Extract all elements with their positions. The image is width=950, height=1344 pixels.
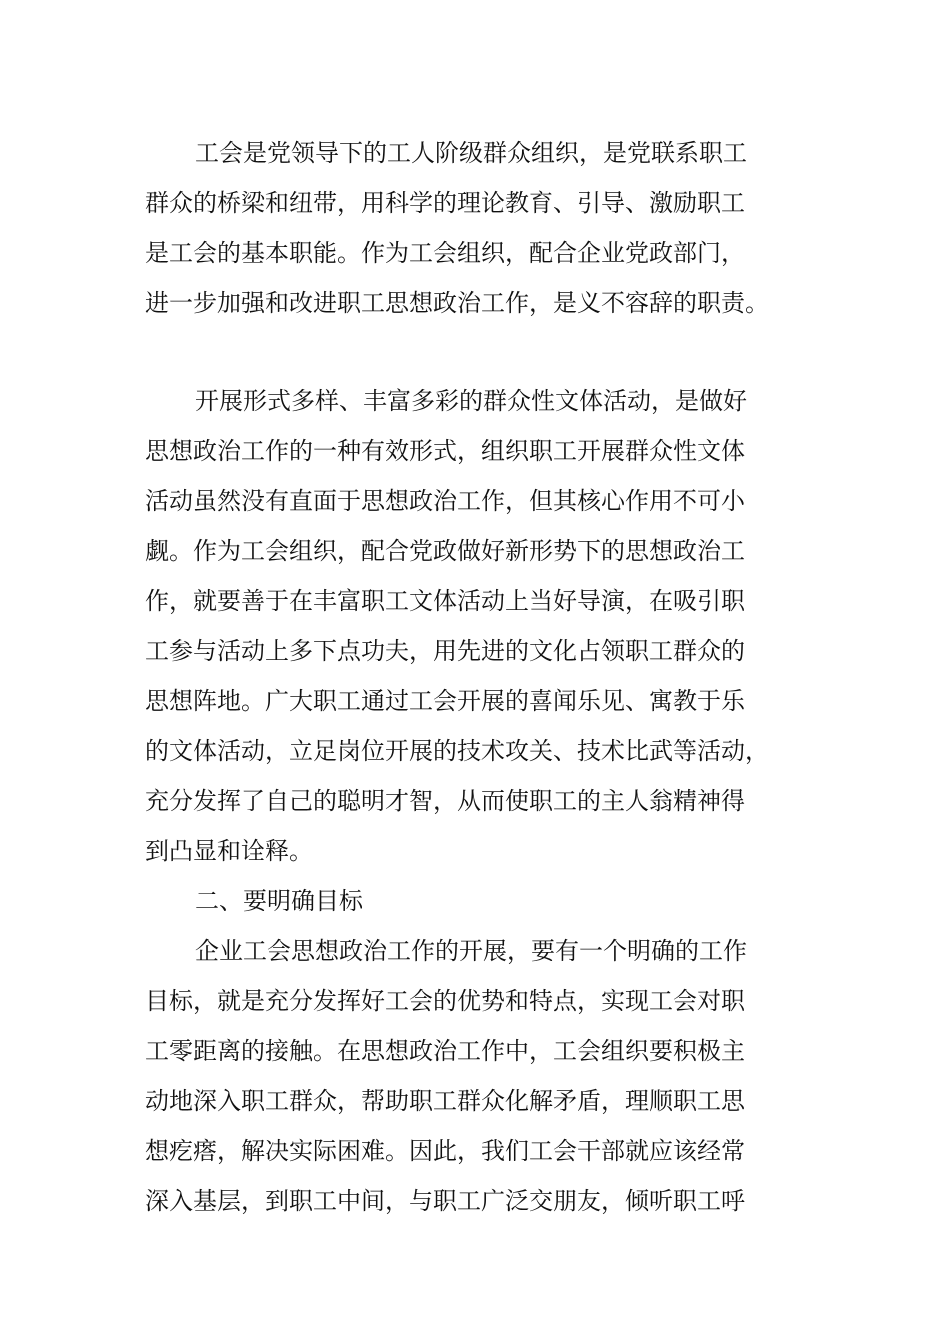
text-line: 工零距离的接触。在思想政治工作中，工会组织要积极主 [145,1037,745,1065]
text-line: 想疙瘩，解决实际困难。因此，我们工会干部就应该经常 [145,1137,745,1165]
text-line: 觑。作为工会组织，配合党政做好新形势下的思想政治工 [145,537,745,565]
text-line: 充分发挥了自己的聪明才智，从而使职工的主人翁精神得 [145,787,745,815]
text-line: 作，就要善于在丰富职工文体活动上当好导演，在吸引职 [145,587,745,615]
text-line: 到凸显和诠释。 [145,837,313,865]
paragraph-cultural-activities [145,376,810,876]
text-line: 企业工会思想政治工作的开展，要有一个明确的工作 [195,937,747,965]
text-line: 目标，就是充分发挥好工会的优势和特点，实现工会对职 [145,987,745,1015]
text-line: 工会是党领导下的工人阶级群众组织，是党联系职工 [195,139,747,167]
text-line: 思想政治工作的一种有效形式，组织职工开展群众性文体 [145,437,745,465]
text-line: 的文体活动，立足岗位开展的技术攻关、技术比武等活动， [145,737,769,765]
text-line: 进一步加强和改进职工思想政治工作，是义不容辞的职责。 [145,289,769,317]
text-line: 活动虽然没有直面于思想政治工作，但其核心作用不可小 [145,487,745,515]
section-heading [145,876,810,926]
section-heading-text: 二、要明确目标 [195,887,363,915]
text-line: 是工会的基本职能。作为工会组织，配合企业党政部门， [145,239,745,267]
text-line: 动地深入职工群众，帮助职工群众化解矛盾，理顺职工思 [145,1087,745,1115]
text-line: 深入基层，到职工中间，与职工广泛交朋友，倾听职工呼 [145,1187,745,1215]
text-line: 工参与活动上多下点功夫，用先进的文化占领职工群众的 [145,637,745,665]
text-line: 开展形式多样、丰富多彩的群众性文体活动，是做好 [195,387,747,415]
text-line: 群众的桥梁和纽带，用科学的理论教育、引导、激励职工 [145,189,745,217]
paragraph-clear-goals [145,926,810,1226]
text-line: 思想阵地。广大职工通过工会开展的喜闻乐见、寓教于乐 [145,687,745,715]
paragraph-union-role [145,128,810,328]
